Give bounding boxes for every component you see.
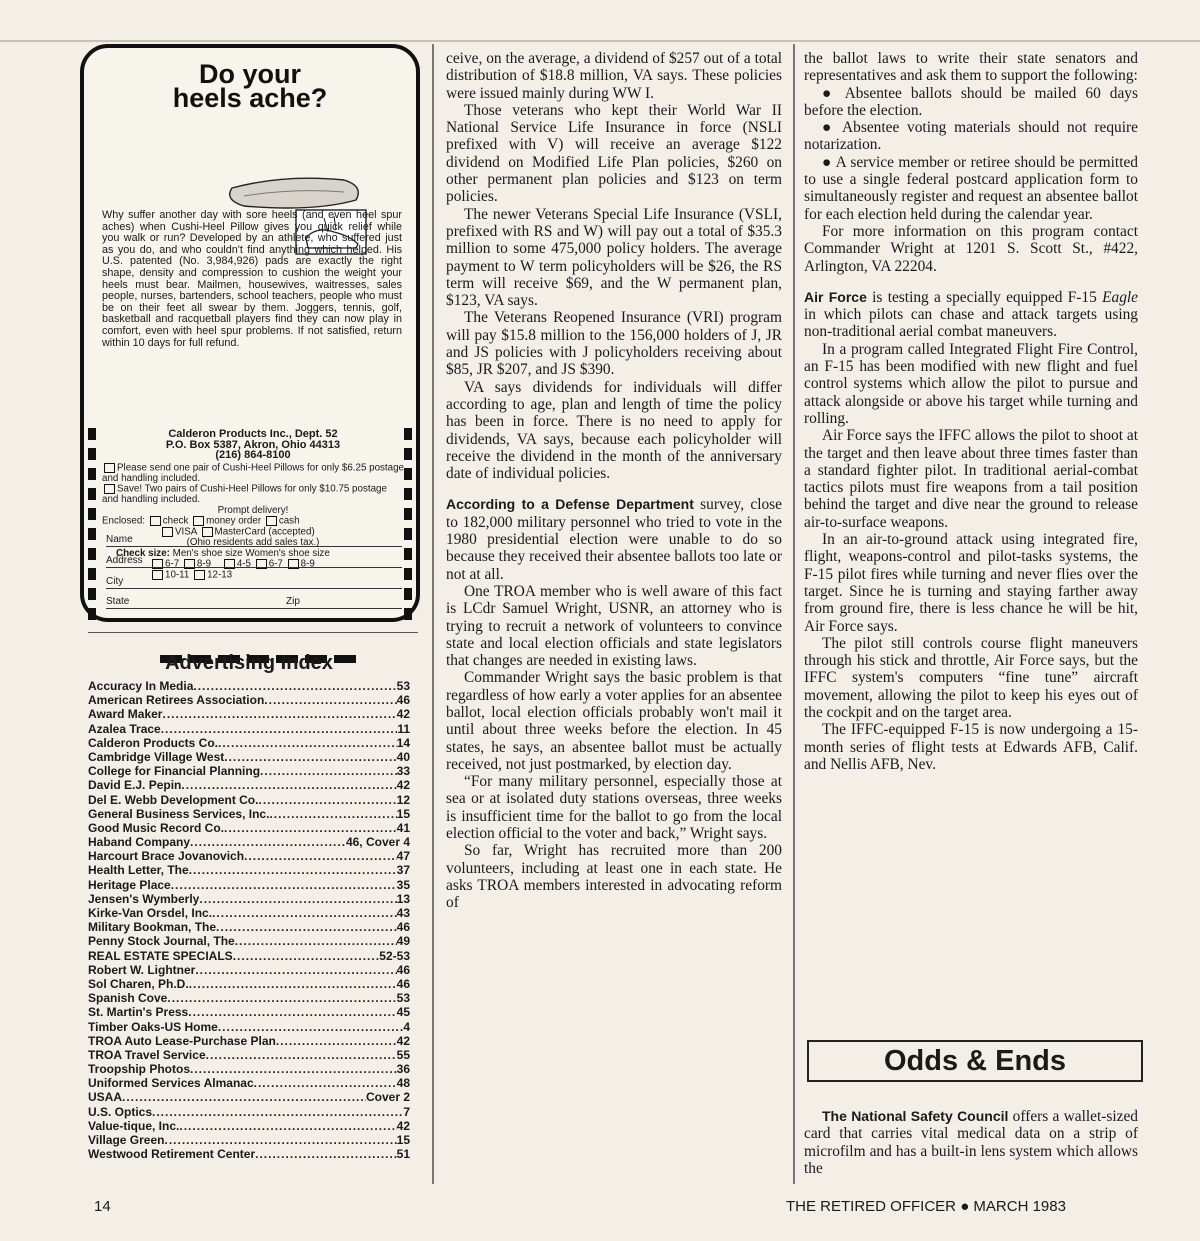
leader-dots xyxy=(152,1105,403,1119)
women-size-option: 4-5 xyxy=(236,558,251,570)
bullet-item: ● Absentee voting materials should not require notarization. xyxy=(804,119,1138,154)
paragraph: Air Force says the IFFC allows the pilot to shoot at the target and then leave about three times faster than a standard fighter pilot. In traditional aerial-combat tactics pilots must fire weapons from a tail position behind the target and dive near the ground to release air-to-surface weapons. xyxy=(804,427,1138,531)
heel-pillow-ad xyxy=(80,44,420,622)
advertiser-name: REAL ESTATE SPECIALS xyxy=(88,948,233,963)
leader-dots xyxy=(224,821,397,835)
page-reference: 42 xyxy=(396,1118,410,1133)
company-phone: (216) 864-8100 xyxy=(215,449,291,461)
advertiser-name: Robert W. Lightner xyxy=(88,962,196,977)
option-two-text: Save! Two pairs of Cushi-Heel Pillows for only $10.75 postage and handling included. xyxy=(102,483,387,506)
leader-dots xyxy=(195,963,396,977)
advertiser-name: Del E. Webb Development Co. xyxy=(88,792,259,807)
men-size-option: 8-9 xyxy=(196,558,212,570)
page-reference: 35 xyxy=(396,877,410,892)
column-rule-right xyxy=(793,44,795,1184)
advertiser-name: Uniformed Services Almanac xyxy=(88,1076,254,1091)
paragraph: The IFFC-equipped F-15 is now undergoing a 15-month series of flight tests at Edwards AFB, Calif. and Nellis AFB, Nev. xyxy=(804,721,1138,773)
index-row xyxy=(88,807,410,821)
name-field[interactable] xyxy=(106,534,402,547)
index-row xyxy=(88,1133,410,1147)
page-reference: 42 xyxy=(396,707,410,722)
checkbox[interactable] xyxy=(266,516,277,526)
paragraph: So far, Wright has recruited more than 200 volunteers, including at least one in each state. He asks TROA members interested in advocating reform of xyxy=(446,842,782,912)
leader-dots xyxy=(199,892,396,906)
page-reference: 41 xyxy=(396,820,410,835)
advertiser-name: Heritage Place xyxy=(88,877,171,892)
leader-dots xyxy=(254,1076,397,1090)
column-rule-left xyxy=(432,44,434,1184)
tax-note: (Ohio residents add sales tax.) xyxy=(186,537,320,549)
address-label: Address xyxy=(106,555,143,566)
paragraph: For more information on this program contact Commander Wright at 1201 S. Scott St., #422, Arlington, VA 22204. xyxy=(804,222,1138,275)
leader-dots xyxy=(206,1048,397,1062)
checkbox[interactable] xyxy=(104,484,115,494)
paragraph: “For many military personnel, especially those at sea or at isolated duty stations overseas, three weeks is insufficient time for the ballot to go from the local election official to the voter and back,” Wright says. xyxy=(446,773,782,843)
men-size-option: 10-11 xyxy=(165,570,190,582)
leader-dots xyxy=(258,793,396,807)
aircraft-name: Eagle xyxy=(1102,288,1138,306)
pay-mc-label: MasterCard (accepted) xyxy=(214,526,315,538)
page-reference: 15 xyxy=(396,806,410,821)
paragraph-text: is testing a specially equipped F-15 xyxy=(866,288,1103,306)
index-row xyxy=(88,835,410,849)
leader-dots xyxy=(167,991,396,1005)
index-row xyxy=(88,1147,410,1161)
payment-options xyxy=(102,516,404,527)
men-size-label: Men's shoe size xyxy=(172,547,243,559)
state-zip-field[interactable] xyxy=(106,596,402,609)
paragraph-text: in which pilots can chase and attack targets using non-traditional aerial combat maneuvers. xyxy=(804,306,1138,341)
page-number: 14 xyxy=(94,1198,111,1215)
page-reference: 42 xyxy=(396,1033,410,1048)
paragraph: The Veterans Reopened Insurance (VRI) program will pay $15.8 million to the 156,000 holders of J, JR and JS policies with J policyholders receiving about $85, JR $207, and JS $390. xyxy=(446,309,782,379)
page-reference: 45 xyxy=(396,1005,410,1020)
advertiser-name: Jensen's Wymberly xyxy=(88,891,200,906)
index-row xyxy=(88,821,410,835)
women-size-option: 6-7 xyxy=(268,558,283,570)
index-row xyxy=(88,707,410,721)
pay-visa-label: VISA xyxy=(175,526,197,538)
page-reference: 46, Cover 4 xyxy=(345,835,410,850)
advertiser-name: Azalea Trace xyxy=(88,721,161,736)
advertiser-name: USAA xyxy=(88,1090,123,1105)
leader-dots xyxy=(218,1020,403,1034)
option-one-pair[interactable] xyxy=(102,463,404,485)
paragraph: the ballot laws to write their state senators and representatives and ask them to support the following: xyxy=(804,50,1138,85)
advertiser-name: Health Letter, The xyxy=(88,863,189,878)
advertiser-name: General Business Services, Inc. xyxy=(88,806,270,821)
page-reference: 33 xyxy=(396,764,410,779)
lead-in: According to a Defense Department xyxy=(446,496,694,513)
men-size-option: 12-13 xyxy=(207,570,233,582)
leader-dots xyxy=(122,1090,366,1104)
advertiser-name: Troopship Photos xyxy=(88,1062,190,1077)
index-row xyxy=(88,736,410,750)
page-reference: 4 xyxy=(403,1019,410,1034)
index-row xyxy=(88,849,410,863)
advertiser-name: Haband Company xyxy=(88,835,191,850)
advertiser-name: Military Bookman, The xyxy=(88,920,217,935)
lead-in: The National Safety Council xyxy=(822,1108,1009,1124)
pay-money-label: money order xyxy=(206,515,262,527)
page-reference: 13 xyxy=(396,891,410,906)
women-size-label: Women's shoe size xyxy=(245,547,330,559)
paragraph xyxy=(804,1108,1138,1177)
ad-body-text: Why suffer another day with sore heels (and even heel spur aches) when Cushi-Heel Pillow gives you quick relief while you walk or run? Developed by an athlete, who suffered just as you do, and who couldn't find anything which helped. His U.S. patented (No. 3,984,926) pads are exactly the right shape, density and compression to cushion the weight your heels must bear. Mailmen, housewives, waitresses, sales people, nurses, bartenders, school teachers, people who must be on their feet all swear by them. Joggers, tennis, golf, basketball and racquetball players find they can now play in comfort, even with heel spur problems. If not satisfied, return within 10 days for full refund. xyxy=(102,209,402,349)
index-row xyxy=(88,722,410,736)
paragraph xyxy=(804,289,1138,341)
advertiser-name: Calderon Products Co. xyxy=(88,735,219,750)
index-title: Advertising Index xyxy=(165,652,333,674)
article-column-right-bottom xyxy=(804,1108,1138,1177)
bullet-item: ● Absentee ballots should be mailed 60 days before the election. xyxy=(804,84,1138,119)
advertiser-name: College for Financial Planning xyxy=(88,764,261,779)
leader-dots xyxy=(264,693,396,707)
page-reference: 46 xyxy=(396,920,410,935)
index-row xyxy=(88,1090,410,1104)
company-name: Calderon Products Inc., Dept. 52 xyxy=(168,428,338,440)
paragraph-text: survey, close to 182,000 military personnel who tried to vote in the 1980 presidential election were unable to do so because they received their absentee ballots too late or not at all. xyxy=(446,496,782,583)
index-row xyxy=(88,906,410,920)
page-reference: 46 xyxy=(396,976,410,991)
page-reference: 14 xyxy=(396,735,410,750)
index-row xyxy=(88,693,410,707)
paragraph-text: offers a wallet-sized card that carries vital medical data on a strip of microfilm and has a built-in lens system which allows the xyxy=(804,1108,1139,1177)
index-row xyxy=(88,750,410,764)
page-reference: 12 xyxy=(396,792,410,807)
advertiser-name: Westwood Retirement Center xyxy=(88,1147,256,1162)
leader-dots xyxy=(190,835,346,849)
address-field[interactable] xyxy=(106,555,402,568)
advertiser-name: Harcourt Brace Jovanovich xyxy=(88,849,245,864)
advertiser-name: Cambridge Village West xyxy=(88,749,225,764)
index-row xyxy=(88,1119,410,1133)
advertiser-name: Sol Charen, Ph.D. xyxy=(88,976,189,991)
article-column-right xyxy=(804,50,1138,773)
state-label: State xyxy=(106,596,130,607)
option-one-text: Please send one pair of Cushi-Heel Pillows for only $6.25 postage and handling included. xyxy=(102,462,404,484)
advertiser-name: St. Martin's Press xyxy=(88,1005,189,1020)
leader-dots xyxy=(171,878,397,892)
page-reference: 42 xyxy=(396,778,410,793)
footer-bullet: ● xyxy=(960,1198,970,1215)
page-reference: 11 xyxy=(397,721,410,736)
pay-check-label: check xyxy=(162,515,189,527)
leader-dots xyxy=(260,764,397,778)
ad-title-line1: Do your xyxy=(198,59,301,89)
page-reference: 51 xyxy=(396,1147,410,1162)
checkbox[interactable] xyxy=(104,463,115,473)
index-row xyxy=(88,764,410,778)
index-row xyxy=(88,863,410,877)
advertiser-name: Spanish Cove xyxy=(88,991,168,1006)
running-footer xyxy=(786,1198,1066,1215)
advertiser-name: Timber Oaks-US Home xyxy=(88,1019,218,1034)
paragraph: The newer Veterans Special Life Insurance (VSLI, prefixed with RS and W) will pay out a total of $35.3 million to some 475,000 policy holders. The average payment to W term policyholders will be $26, the RS term will receive $69, and the W permanent plan, $123, VA says. xyxy=(446,205,782,310)
leader-dots xyxy=(181,778,396,792)
name-label: Name xyxy=(106,534,133,545)
page-reference: 47 xyxy=(396,849,410,864)
leader-dots xyxy=(179,1119,396,1133)
magazine-name: THE RETIRED OFFICER xyxy=(786,1198,957,1215)
women-size-option: 8-9 xyxy=(300,558,315,570)
leader-dots xyxy=(218,736,397,750)
page-reference: 49 xyxy=(396,934,410,949)
advertiser-name: Village Green xyxy=(88,1133,165,1147)
advertiser-name: Good Music Record Co. xyxy=(88,820,225,835)
page-reference: 7 xyxy=(403,1104,410,1119)
advertiser-name: American Retirees Association xyxy=(88,693,265,708)
article-column-middle xyxy=(446,50,782,912)
leader-dots xyxy=(212,906,397,920)
prompt-delivery: Prompt delivery! xyxy=(217,504,289,516)
page-reference: 55 xyxy=(396,1047,410,1062)
paragraph: ceive, on the average, a dividend of $257 out of a total distribution of $18.8 million, VA says. These policies were issued mainly during WW I. xyxy=(446,50,782,102)
index-row xyxy=(88,1020,410,1034)
page-reference: Cover 2 xyxy=(365,1090,410,1105)
coupon-border-right xyxy=(404,428,412,628)
advertiser-name: Value-tique, Inc. xyxy=(88,1118,180,1133)
index-row xyxy=(88,1034,410,1048)
index-row xyxy=(88,1105,410,1119)
leader-dots xyxy=(269,807,396,821)
advertiser-name: Accuracy In Media xyxy=(88,679,194,693)
check-size-label: Check size: xyxy=(116,547,170,559)
top-rule xyxy=(0,40,1200,42)
lead-in: Air Force xyxy=(804,288,867,305)
leader-dots xyxy=(235,934,397,948)
index-row xyxy=(88,892,410,906)
page-reference: 52-53 xyxy=(379,948,410,963)
index-row xyxy=(88,963,410,977)
index-row xyxy=(88,793,410,807)
ad-separator xyxy=(88,632,418,633)
leader-dots xyxy=(233,949,380,963)
page-reference: 40 xyxy=(396,749,410,764)
advertising-index xyxy=(88,652,410,1161)
checkbox[interactable] xyxy=(193,516,204,526)
coupon-border-left xyxy=(88,428,96,628)
page-reference: 15 xyxy=(396,1133,410,1147)
leader-dots xyxy=(189,977,397,991)
leader-dots xyxy=(190,1062,397,1076)
paragraph: One TROA member who is well aware of this fact is LCdr Samuel Wright, USNR, an attorney who is trying to recruit a network of volunteers to convince state and local election officials and state legislators that changes are needed in existing laws. xyxy=(446,582,782,670)
leader-dots xyxy=(255,1147,397,1161)
page-reference: 43 xyxy=(396,906,410,920)
leader-dots xyxy=(164,1133,396,1147)
index-row xyxy=(88,1005,410,1019)
leader-dots xyxy=(244,849,397,863)
company-address: P.O. Box 5387, Akron, Ohio 44313 xyxy=(165,438,341,451)
advertiser-name: Award Maker xyxy=(88,707,163,722)
leader-dots xyxy=(276,1034,397,1048)
city-label: City xyxy=(106,576,124,587)
advertiser-name: U.S. Optics xyxy=(88,1104,153,1119)
city-field[interactable] xyxy=(106,576,402,589)
index-row xyxy=(88,1062,410,1076)
index-row xyxy=(88,977,410,991)
index-row xyxy=(88,878,410,892)
index-row xyxy=(88,934,410,948)
index-row xyxy=(88,991,410,1005)
page-reference: 53 xyxy=(396,679,410,693)
paragraph xyxy=(446,496,782,582)
enclosed-label: Enclosed: xyxy=(102,515,146,527)
ad-title-line2: heels ache? xyxy=(172,83,328,113)
advertiser-name: Kirke-Van Orsdel, Inc. xyxy=(88,906,213,920)
leader-dots xyxy=(188,1005,396,1019)
index-row xyxy=(88,949,410,963)
pay-cash-label: cash xyxy=(278,515,300,527)
checkbox[interactable] xyxy=(150,516,161,526)
paragraph: In an air-to-ground attack using integrated fire, flight, weapons-control and pilot-tasks systems, the F-15 pilot fires while turning and never flies over the target. Since he is turning and staying farther away from ground fire, there is less chance he will be hit, Air Force says. xyxy=(804,531,1138,635)
leader-dots xyxy=(162,707,396,721)
paragraph: Those veterans who kept their World War II National Service Life Insurance in force (NSLI prefixed with V) will receive an average $122 dividend on Modified Life Plan policies, $260 on other permanent plan policies and $123 on term policies. xyxy=(446,101,782,206)
page-reference: 37 xyxy=(396,863,410,878)
advertiser-name: TROA Auto Lease-Purchase Plan xyxy=(88,1033,276,1048)
index-row xyxy=(88,1076,410,1090)
paragraph: In a program called Integrated Flight Fire Control, an F-15 has been modified with new flight and fuel control systems which allow the pilot to pursue and attack alongside or above his target while turning and rolling. xyxy=(804,340,1138,427)
page-reference: 53 xyxy=(396,991,410,1006)
paragraph: VA says dividends for individuals will differ according to age, plan and length of time the policy has been in force. There is no need to apply for dividends, VA says, because each policyholder will receive the dividend in the month of the anniversary date of individual policies. xyxy=(446,378,782,483)
leader-dots xyxy=(216,920,397,934)
index-row xyxy=(88,920,410,934)
advertiser-name: Penny Stock Journal, The xyxy=(88,934,235,949)
paragraph: The pilot still controls course flight maneuvers through his stick and throttle, Air Force says, but the IFFC system's computers “fine tune” aircraft movement, allowing the pilot to keep his eyes out of the cockpit and on the target area. xyxy=(804,634,1138,721)
paragraph: Commander Wright says the basic problem is that regardless of how early a voter applies for an absentee ballot, local election officials probably won't mail it until about three weeks before the election. In 45 states, he says, an absentee ballot must be actually received, not just postmarked, by election day. xyxy=(446,669,782,773)
page-reference: 48 xyxy=(396,1076,410,1091)
index-row xyxy=(88,679,410,693)
index-row xyxy=(88,1048,410,1062)
page-reference: 36 xyxy=(396,1062,410,1077)
leader-dots xyxy=(193,679,396,693)
odds-and-ends-heading: Odds & Ends xyxy=(807,1040,1143,1082)
page-reference: 46 xyxy=(396,693,410,708)
leader-dots xyxy=(161,722,398,736)
men-size-option: 6-7 xyxy=(165,558,180,570)
index-list xyxy=(88,679,410,1161)
zip-label: Zip xyxy=(286,596,300,607)
index-row xyxy=(88,778,410,792)
advertiser-name: David E.J. Pepin xyxy=(88,778,182,793)
bullet-item: ● A service member or retiree should be permitted to use a single federal postcard application form to simultaneously register and request an absentee ballot for each election held during the calendar year. xyxy=(804,153,1138,223)
advertiser-name: TROA Travel Service xyxy=(88,1047,206,1062)
option-two-pairs[interactable] xyxy=(102,484,404,506)
issue-date: MARCH 1983 xyxy=(973,1198,1066,1215)
page-reference: 46 xyxy=(396,962,410,977)
leader-dots xyxy=(189,863,397,877)
leader-dots xyxy=(224,750,396,764)
